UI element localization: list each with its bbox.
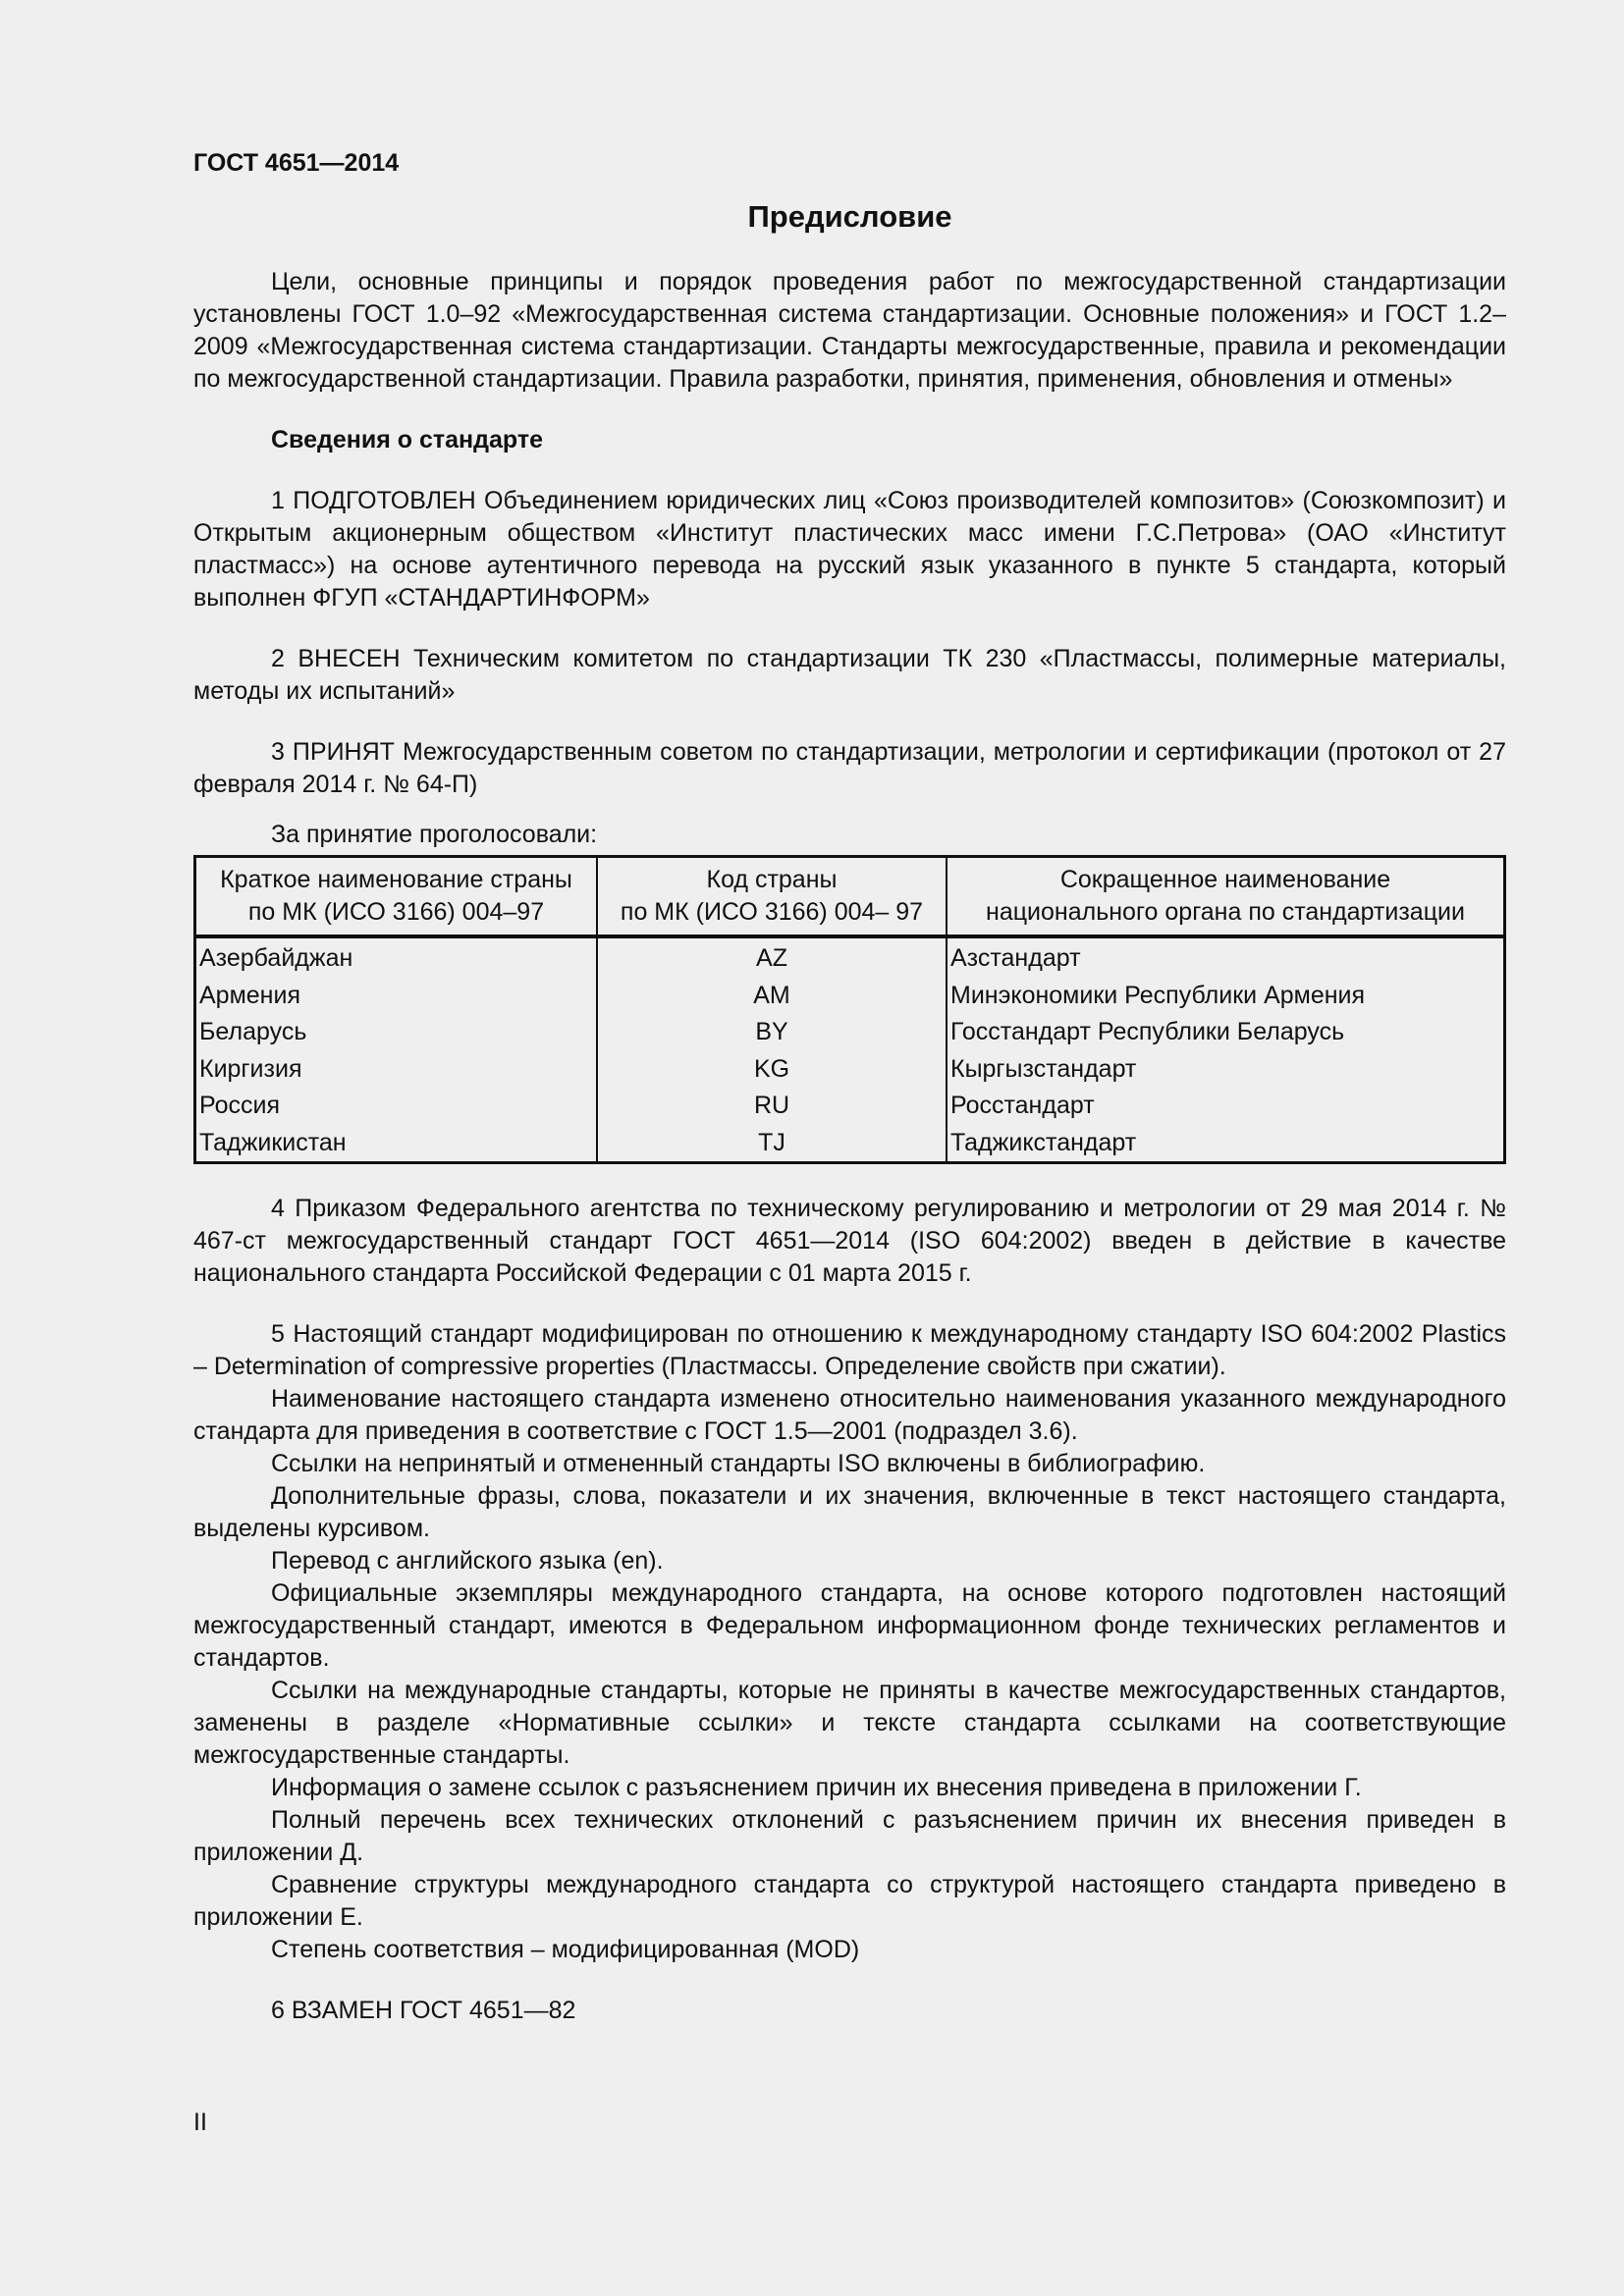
item-5-italic-note: Дополнительные фразы, слова, показатели и их значения, включенные в текст настоящего стандарта, выделены курсивом.: [193, 1482, 1506, 1542]
document-page: [193, 147, 1506, 2027]
item-6-paragraph: 6 ВЗАМЕН ГОСТ 4651—82: [271, 1997, 576, 2024]
page-number: II: [193, 2109, 207, 2136]
page-title: Предисловие: [747, 199, 952, 234]
table-row: [195, 978, 1505, 1015]
country-cell: Азербайджан: [195, 936, 598, 978]
item-3-paragraph: 3 ПРИНЯТ Межгосударственным советом по стандартизации, метрологии и сертификации (протокол от 27 февраля 2014 г. № 64-П): [193, 738, 1506, 798]
body-cell: Азстандарт: [947, 936, 1505, 978]
code-cell: KG: [597, 1051, 947, 1089]
item-5-appendix-e: Сравнение структуры международного стандарта со структурой настоящего стандарта приведено в приложении Е.: [193, 1871, 1506, 1931]
item-5-conformity-degree: Степень соответствия – модифицированная (MOD): [271, 1936, 860, 1963]
item-5-references-replaced: Ссылки на международные стандарты, которые не приняты в качестве межгосударственных стандартов, заменены в разделе «Нормативные ссылки» и тексте стандарта ссылками на соответствующие межгосударственные стандарты.: [193, 1677, 1506, 1769]
item-5-official-copies: Официальные экземпляры международного стандарта, на основе которого подготовлен настоящий межгосударственный стандарт, имеются в Федеральном информационном фонде технических регламентов и стандартов.: [193, 1579, 1506, 1672]
table-row: [195, 1014, 1505, 1051]
code-cell: RU: [597, 1088, 947, 1125]
info-heading: Сведения о стандарте: [271, 426, 544, 454]
body-cell: Таджикстандарт: [947, 1125, 1505, 1163]
table-row: [195, 1088, 1505, 1125]
code-cell: AZ: [597, 936, 947, 978]
table-row: [195, 1125, 1505, 1163]
country-cell: Армения: [195, 978, 598, 1015]
item-5-paragraph: 5 Настоящий стандарт модифицирован по отношению к международному стандарту ISO 604:2002 Plastics – Determination of compressive properties (Пластмассы. Определение свойств при сжатии).: [193, 1320, 1506, 1380]
body-cell: Минэкономики Республики Армения: [947, 978, 1505, 1015]
votes-caption: За принятие проголосовали:: [271, 821, 598, 848]
header-country: [195, 857, 598, 937]
table-row: [195, 1051, 1505, 1089]
item-5-appendix-d: Полный перечень всех технических отклонений с разъяснением причин их внесения приведен в приложении Д.: [193, 1806, 1506, 1866]
votes-table: [193, 855, 1506, 1164]
intro-paragraph: Цели, основные принципы и порядок проведения работ по межгосударственной стандартизации установлены ГОСТ 1.0–92 «Межгосударственная система стандартизации. Основные положения» и ГОСТ 1.2–2009 «Межгосударственная система стандартизации. Стандарты межгосударственные, правила и рекомендации по межгосударственной стандартизации. Правила разработки, принятия, применения, обновления и отмены»: [193, 268, 1506, 393]
header-body-line1: Сокращенное наименование: [1059, 866, 1391, 893]
header-body: [947, 857, 1505, 937]
country-cell: Беларусь: [195, 1014, 598, 1051]
header-country-line1: Краткое наименование страны: [220, 866, 572, 893]
table-row: [195, 936, 1505, 978]
code-cell: BY: [597, 1014, 947, 1051]
country-cell: Россия: [195, 1088, 598, 1125]
body-cell: Госстандарт Республики Беларусь: [947, 1014, 1505, 1051]
header-body-line2: национального органа по стандартизации: [986, 898, 1465, 926]
item-5-translation-note: Перевод с английского языка (en).: [271, 1547, 664, 1575]
body-cell: Кыргызстандарт: [947, 1051, 1505, 1089]
header-country-line2: по МК (ИСО 3166) 004–97: [247, 898, 545, 926]
country-cell: Киргизия: [195, 1051, 598, 1089]
header-code-line2: по МК (ИСО 3166) 004– 97: [620, 898, 924, 926]
country-cell: Таджикистан: [195, 1125, 598, 1163]
code-cell: TJ: [597, 1125, 947, 1163]
item-5-appendix-g: Информация о замене ссылок с разъяснением причин их внесения приведена в приложении Г.: [271, 1774, 1362, 1801]
votes-table-header-row: [195, 857, 1505, 937]
body-cell: Росстандарт: [947, 1088, 1505, 1125]
item-2-paragraph: 2 ВНЕСЕН Техническим комитетом по стандартизации ТК 230 «Пластмассы, полимерные материалы, методы их испытаний»: [193, 645, 1506, 705]
header-code-line1: Код страны: [706, 866, 838, 893]
item-1-paragraph: 1 ПОДГОТОВЛЕН Объединением юридических лиц «Союз производителей композитов» (Союзкомпозит) и Открытым акционерным обществом «Институт пластических масс имени Г.С.Петрова» (ОАО «Институт пластмасс») на основе аутентичного перевода на русский язык указанного в пункте 5 стандарта, который выполнен ФГУП «СТАНДАРТИНФОРМ»: [193, 487, 1506, 612]
code-cell: AM: [597, 978, 947, 1015]
item-4-paragraph: 4 Приказом Федерального агентства по техническому регулированию и метрологии от 29 мая 2014 г. № 467-ст межгосударственный стандарт ГОСТ 4651—2014 (ISO 604:2002) введен в действие в качестве национального стандарта Российской Федерации с 01 марта 2015 г.: [193, 1195, 1506, 1287]
header-code: [597, 857, 947, 937]
document-code: ГОСТ 4651—2014: [193, 149, 400, 177]
item-5-bibliography-note: Ссылки на непринятый и отмененный стандарты ISO включены в библиографию.: [271, 1450, 1206, 1477]
item-5-name-change: Наименование настоящего стандарта изменено относительно наименования указанного международного стандарта для приведения в соответствие с ГОСТ 1.5—2001 (подраздел 3.6).: [193, 1385, 1506, 1445]
